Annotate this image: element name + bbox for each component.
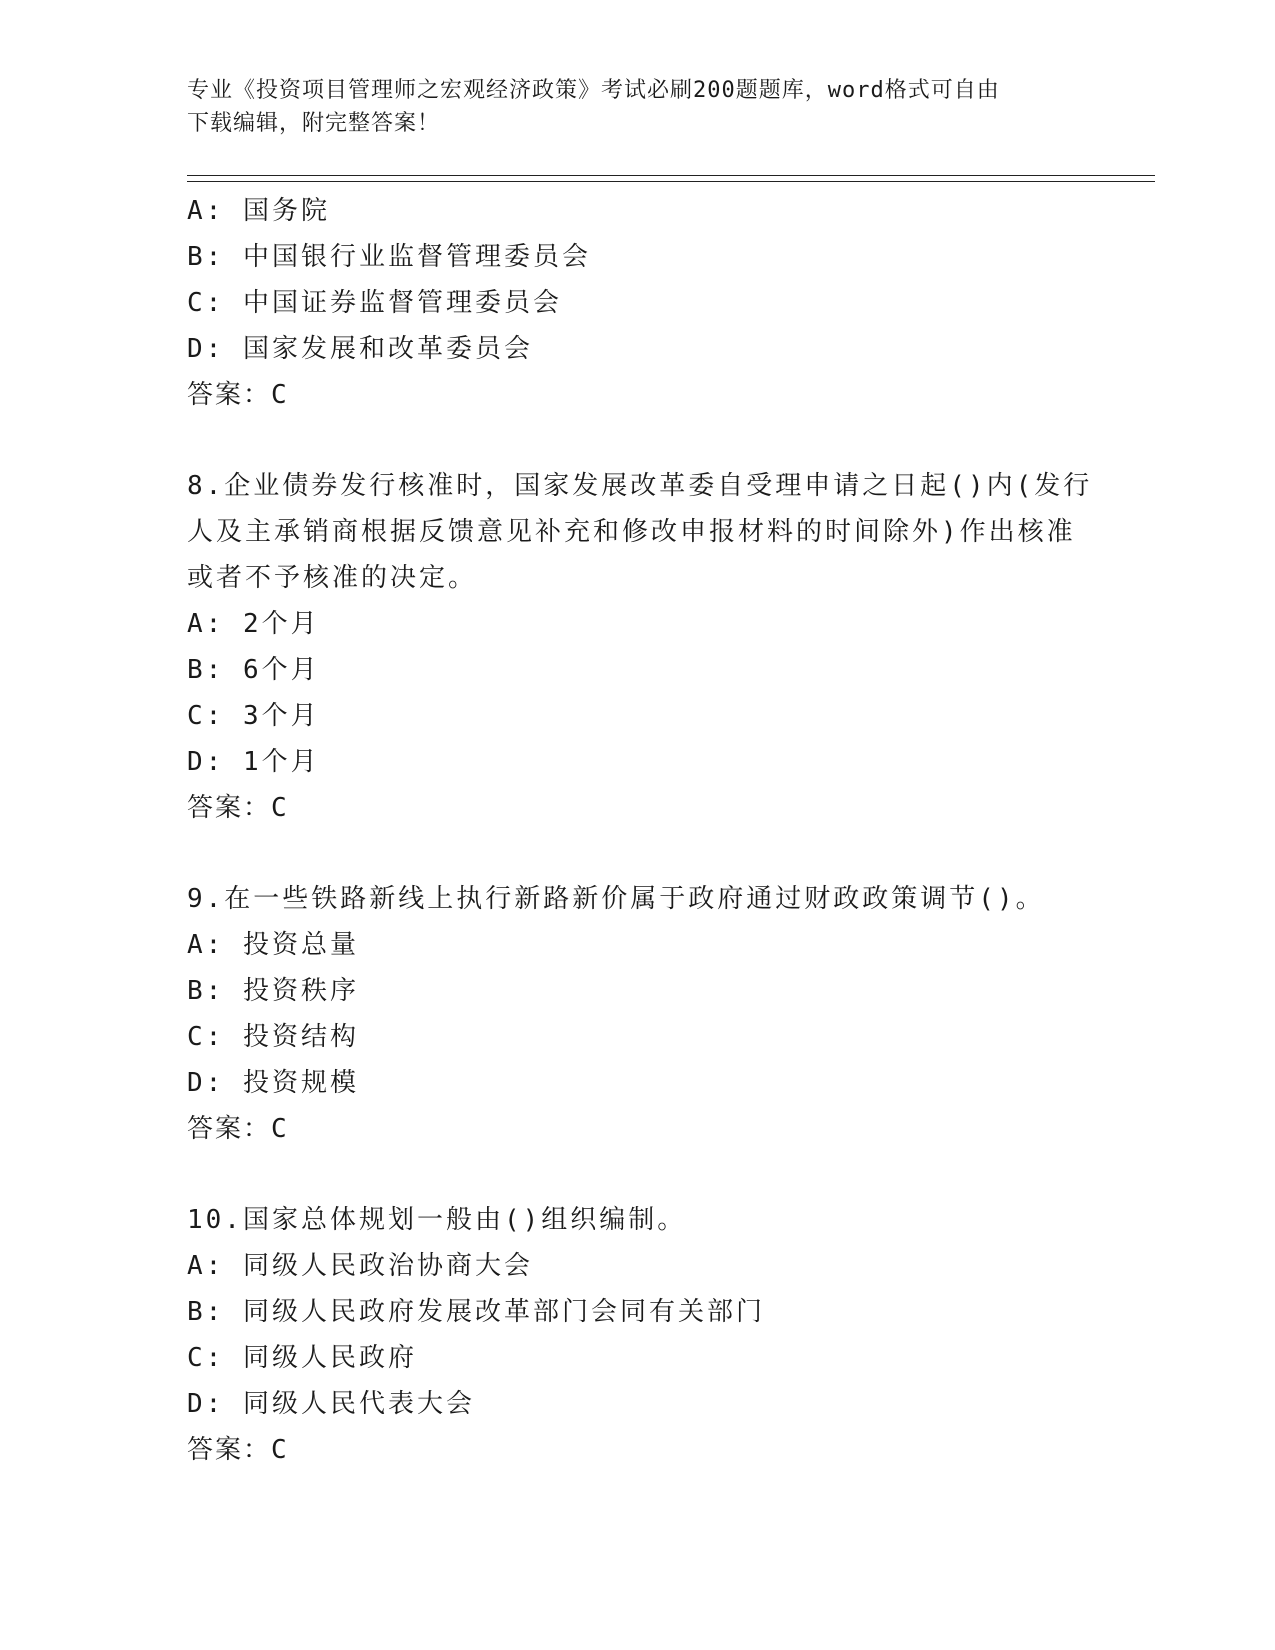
question-text-line: 人及主承销商根据反馈意见补充和修改申报材料的时间除外)作出核准 [187, 517, 1076, 547]
option-c: C: 中国证券监督管理委员会 [187, 288, 562, 318]
answer-value: C [271, 793, 290, 823]
question-text-line: 10.国家总体规划一般由()组织编制。 [187, 1205, 687, 1235]
option-a: A: 国务院 [187, 196, 330, 226]
question-block-8 [187, 463, 1093, 831]
answer-line [187, 785, 1087, 831]
answer-value: C [271, 1435, 290, 1465]
question-block-10 [187, 1197, 1087, 1473]
option-c: C: 3个月 [187, 701, 320, 731]
answer-label: 答案： [187, 380, 272, 410]
question-text-line: 9.在一些铁路新线上执行新路新价属于政府通过财政政策调节()。 [187, 884, 1045, 914]
question-list [187, 188, 1093, 1473]
option-d: D: 投资规模 [187, 1068, 359, 1098]
header-line-2: 下载编辑，附完整答案！ [187, 111, 441, 136]
answer-value: C [271, 380, 290, 410]
answer-line [187, 1106, 1087, 1152]
question-text-line: 或者不予核准的决定。 [187, 563, 478, 593]
spacer [187, 418, 1087, 463]
document-header [187, 74, 1087, 140]
option-b: B: 投资秩序 [187, 976, 359, 1006]
option-a: A: 2个月 [187, 609, 320, 639]
option-b: B: 同级人民政府发展改革部门会同有关部门 [187, 1297, 765, 1327]
spacer [187, 831, 1087, 876]
option-d: D: 1个月 [187, 747, 320, 777]
option-d: D: 同级人民代表大会 [187, 1389, 475, 1419]
question-text-line: 8.企业债券发行核准时，国家发展改革委自受理申请之日起()内(发行 [187, 471, 1093, 501]
option-d: D: 国家发展和改革委员会 [187, 334, 533, 364]
spacer [187, 1152, 1087, 1197]
option-c: C: 投资结构 [187, 1022, 359, 1052]
option-a: A: 同级人民政治协商大会 [187, 1251, 533, 1281]
answer-line [187, 372, 1087, 418]
question-block-7 [187, 188, 1087, 418]
answer-line [187, 1427, 1087, 1473]
answer-value: C [271, 1114, 290, 1144]
header-line-1: 专业《投资项目管理师之宏观经济政策》考试必刷200题题库，word格式可自由 [187, 78, 1000, 103]
answer-label: 答案： [187, 1114, 272, 1144]
header-divider [187, 175, 1155, 182]
answer-label: 答案： [187, 1435, 272, 1465]
option-a: A: 投资总量 [187, 930, 359, 960]
option-c: C: 同级人民政府 [187, 1343, 417, 1373]
option-b: B: 6个月 [187, 655, 320, 685]
question-block-9 [187, 876, 1087, 1152]
option-b: B: 中国银行业监督管理委员会 [187, 242, 591, 272]
answer-label: 答案： [187, 793, 272, 823]
